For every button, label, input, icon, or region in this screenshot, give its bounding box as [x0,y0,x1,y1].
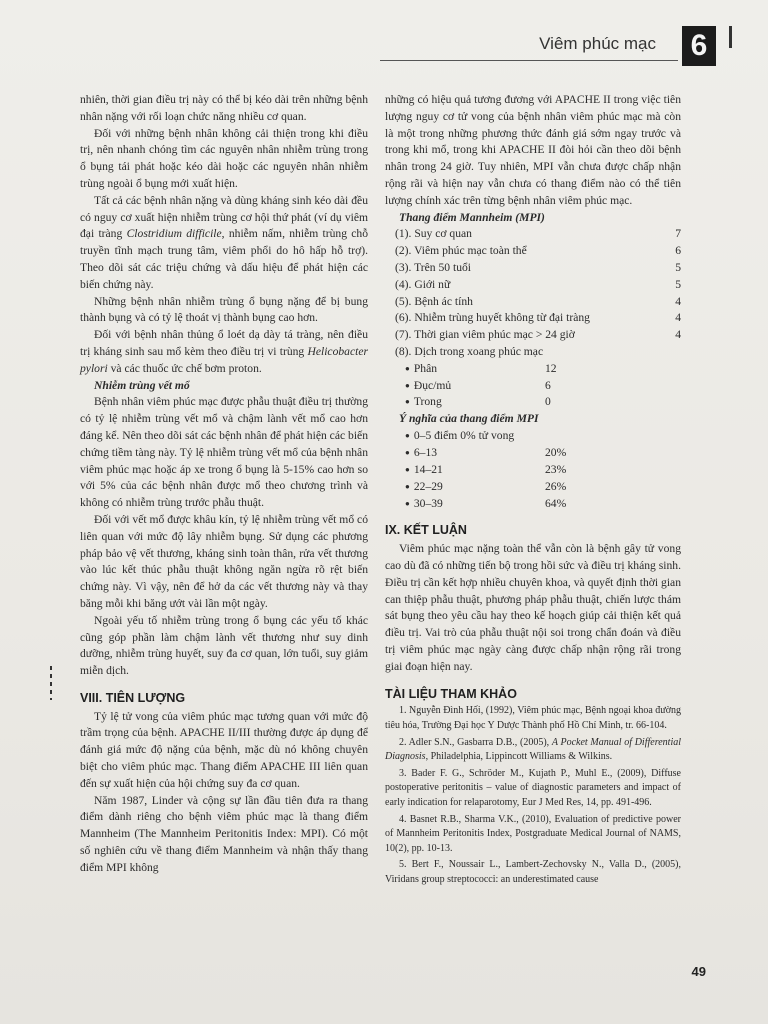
bullet-icon: ● [405,464,410,474]
item-label: (4). Giới nữ [395,277,451,291]
margin-mark [50,666,52,700]
text-span: , Philadelphia, Lippincott Williams & Wilkins. [425,751,613,763]
list-item [385,226,681,243]
list-item [385,462,585,479]
item-label: (3). Trên 50 tuổi [395,260,472,274]
item-label: (6). Nhiễm trùng huyết không từ đại tràng [395,311,590,325]
paragraph: Bệnh nhân viêm phúc mạc được phẫu thuật điều trị thường có tỷ lệ nhiễm trùng vết mổ và chậm lành vết mổ cao hơn đáng kể. Nên theo dõi sát các bệnh nhân để phát hiện các biến chứng tiềm tàng này. Tỷ lệ nhiễm trùng vết mổ của bệnh nhân viêm phúc mạc hoặc áp xe trong ổ bụng là 5-15% cao hơn so với 5% của các bệnh nhân được mổ theo chương trình và không có nhiễm trùng trước phẫu thuật. [80,395,368,510]
left-column [80,92,368,877]
emphasis: Helicobacter pylori [80,344,368,375]
bullet-icon: ● [405,447,410,457]
item-label [405,496,443,513]
item-value: 0 [545,395,551,409]
item-label: (2). Viêm phúc mạc toàn thể [395,244,527,258]
item-value: 7 [675,227,681,241]
item-label [405,445,437,462]
paragraph: Đối với vết mổ được khâu kín, tỷ lệ nhiễm trùng vết mổ có liên quan với mức độ lây nhiễm bụng. Sử dụng các phương pháp bảo vệ vết thương, kháng sinh toàn thân, rửa vết thương vào lúc kết thúc phẫu thuật không ngăn ngừa rõ rệt biến chứng này. Vì vậy, nên để hở da các vết thương này và thay băng mỗi khi băng ướt vài lần một ngày. [80,512,368,610]
list-item [385,428,585,445]
page-number: 49 [691,964,706,979]
item-value: 5 [675,260,681,274]
item-value: 4 [675,328,681,342]
list-item [385,310,681,327]
text-span: Đục/mủ [413,378,452,392]
item-value: 64% [545,496,567,510]
text-span: 30–39 [413,496,443,510]
mpi-score-list [385,226,681,411]
item-label [405,361,437,378]
references-list [385,704,681,887]
emphasis: A Pocket Manual of Differential Diagnosis [385,736,681,763]
list-item [385,378,585,395]
item-value: 4 [675,311,681,325]
item-label [405,428,514,445]
paragraph: Năm 1987, Linder và cộng sự lần đầu tiên đưa ra thang điểm dành riêng cho bệnh viêm phúc mạc là thang điểm Mannheim (The Mannheim Peritonitis Index: MPI). Có một số nghiên cứu về thang điểm Mannheim và nhận thấy thang điểm MPI không [80,793,368,874]
list-item [385,294,681,311]
paragraph: Những bệnh nhân nhiễm trùng ổ bụng nặng để bị bung thành bụng và có tỷ lệ thoát vị thành bụng cao hơn. [80,294,368,325]
text-span: 3. Bader F. G., Schröder M., Kujath P., Muhl E., (2009), Diffuse postoperative peritonitis – value of diagnostic parameters and impact of early indication for relaparotomy, Eur J Med Res, 14, pp. 491-496. [385,767,681,808]
item-value: 5 [675,277,681,291]
bullet-icon: ● [405,397,410,407]
list-item [385,479,585,496]
emphasis: Clostridium difficile [126,227,222,241]
item-label [405,378,451,395]
subheading: Nhiễm trùng vết mổ [94,378,190,392]
section-heading: VIII. TIÊN LƯỢNG [80,690,186,705]
item-label: (7). Thời gian viêm phúc mạc > 24 giờ [395,328,575,342]
text-span: 14–21 [413,462,443,476]
text-span: 5. Bert F., Noussair L., Lambert-Zechovsky N., Valla D., (2005), Viridans group streptococci: an underestimated cause [385,859,681,885]
bullet-icon: ● [405,363,410,373]
bullet-icon: ● [405,380,410,390]
text-span: và các thuốc ức chế bơm proton. [107,361,262,375]
item-label [405,462,443,479]
item-value: 4 [675,294,681,308]
mpi-meaning-title: Ý nghĩa của thang điểm MPI [399,412,539,426]
text-span: 4. Basnet R.B., Sharma V.K., (2010), Evaluation of predictive power of Mannheim Peritonitis Index, Postgraduate Medical Journal of NAMS, 10(2), pp. 10-13. [385,813,681,854]
paragraph: Ngoài yếu tố nhiễm trùng trong ổ bụng các yếu tố khác cũng góp phần làm chậm lành vết thương như suy dinh dưỡng, nhiễm trùng huyết, suy đa cơ quan, lớn tuổi, suy giảm miễn dịch. [80,613,368,678]
list-item [385,361,585,378]
list-item [385,243,681,260]
running-title: Viêm phúc mạc [539,34,656,53]
list-item [385,394,585,411]
paragraph: nhiên, thời gian điều trị này có thể bị kéo dài trên những bệnh nhân nặng với rối loạn chức năng nhiều cơ quan. [80,93,368,123]
text-span: Tất cả các bệnh nhân nặng và dùng kháng sinh kéo dài đều có nguy cơ xuất hiện nhiễm trùng cơ hội thứ phát (ví dụ viêm đại tràng [80,193,368,241]
item-value: 6 [675,244,681,258]
text-span: Phân [413,361,438,375]
text-span: 2. Adler S.N., Gasbarra D.B., (2005), [399,736,552,748]
bullet-icon: ● [405,498,410,508]
item-label: (1). Suy cơ quan [395,227,472,241]
edge-mark [729,26,732,48]
list-item [385,496,585,513]
text-span: , nhiễm nấm, nhiễm trùng chỗ truyền tĩnh mạch trung tâm, viêm phổi do hô hấp hỗ trợ). Theo dõi sát các triệu chứng và dấu hiệu để phát hiện các biến chứng này. [80,227,369,291]
page-header [380,26,768,68]
list-item [385,277,681,294]
paragraph: Viêm phúc mạc nặng toàn thể vẫn còn là bệnh gây tử vong cao dù đã có những tiến bộ trong hồi sức và điều trị kháng sinh. Điều trị cần kết hợp nhiều chuyên khoa, và quyết định thời gian can thiệp phẫu thuật, phương pháp phẫu thuật, chiến lược thám sát bụng theo yêu cầu hay theo kế hoạch giúp cải thiện kết quả điều trị. Vai trò của phẫu thuật nội soi trong chẩn đoán và điều trị viêm phúc mạc ngày càng được chấp nhận rộng rãi trong giai đoạn hiện nay. [385,542,681,673]
paragraph [80,193,368,294]
item-value: 26% [545,479,567,493]
list-item [385,327,681,344]
chapter-number-box: 6 [682,26,716,66]
mpi-meaning-list [385,428,681,512]
reference-item [385,858,681,887]
paragraph: Tỷ lệ tử vong của viêm phúc mạc tương quan với mức độ trầm trọng của bệnh. APACHE II/III thường được áp dụng để đánh giá mức độ nặng của bệnh, mặc dù nó không chuyên biệt cho viêm phúc mạc. Thang điểm APACHE III liên quan đến sự xuất hiện của hội chứng suy đa cơ quan. [80,709,368,790]
bullet-icon: ● [405,481,410,491]
reference-item [385,767,681,811]
paragraph: Đối với những bệnh nhân không cải thiện trong khi điều trị, nên nhanh chóng tìm các nguyên nhân nhiễm trùng trong ổ bụng tái phát hoặc kéo dài hoặc các nguyên nhân nhiễm trùng ngoài ổ bụng mới xuất hiện. [80,126,368,190]
reference-item [385,704,681,733]
mpi-title: Thang điểm Mannheim (MPI) [399,210,545,224]
item-value: 6 [545,378,551,392]
item-value: 12 [545,361,557,375]
section-heading: IX. KẾT LUẬN [385,523,467,538]
text-span: 6–13 [413,446,438,460]
text-span: 1. Nguyễn Đình Hối, (1992), Viêm phúc mạc, Bệnh ngoại khoa đường tiêu hóa, Trường Đại học Y Dược Thành phố Hồ Chí Minh, tr. 66-104. [385,705,681,731]
item-value: 20% [545,445,567,459]
bullet-icon: ● [405,431,410,441]
item-label [405,479,443,496]
references-heading: TÀI LIỆU THAM KHẢO [385,686,517,701]
reference-item [385,813,681,857]
text-span: Đối với bệnh nhân thủng ổ loét dạ dày tá tràng, nên điều trị kháng sinh sau mổ kèm theo điều trị vi trùng [80,328,368,358]
list-item [385,260,681,277]
item-label: (8). Dịch trong xoang phúc mạc [395,344,544,358]
paragraph [80,327,368,377]
text-span: Trong [413,395,442,409]
text-span: 22–29 [413,479,443,493]
item-value [545,428,585,445]
paragraph: những có hiệu quả tương đương với APACHE II trong việc tiên lượng nguy cơ tử vong của bệnh nhân viêm phúc mạc mà còn là một trong những phương thức đánh giá sớm ngay trước và trong khi mổ, trong khi APACHE II đòi hỏi cần theo dõi bệnh nhân trong 24 giờ. Tuy nhiên, MPI vẫn chưa được chấp nhận rộng rãi và hiện nay vẫn chưa có thang điểm nào có thể tiên lượng chính xác trên từng bệnh nhân viêm phúc mạc. [385,93,681,207]
item-value: 23% [545,462,567,476]
header-rule [380,60,678,61]
text-span: 0–5 điểm 0% tử vong [413,429,515,443]
reference-item [385,736,681,765]
item-label [405,394,442,411]
item-label: (5). Bệnh ác tính [395,294,473,308]
right-column [385,92,681,890]
list-item [385,344,681,361]
list-item [385,445,585,462]
